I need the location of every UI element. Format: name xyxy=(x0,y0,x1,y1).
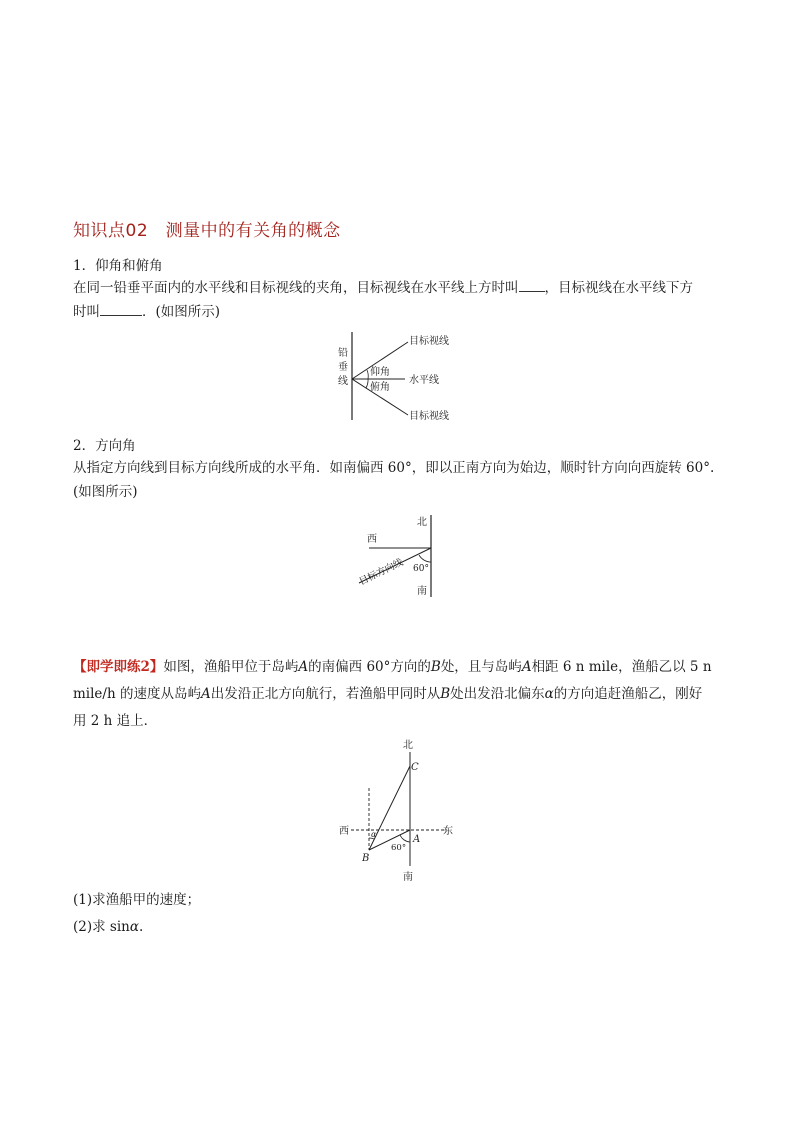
question-2-c: . xyxy=(138,919,144,935)
blank-elevation[interactable] xyxy=(519,277,545,292)
part2-paragraph xyxy=(73,456,729,504)
point-a-text: A xyxy=(298,659,309,675)
section-heading: 知识点02 测量中的有关角的概念 xyxy=(73,221,341,241)
part2-title: 2．方向角 xyxy=(73,438,136,454)
practice-text: 如图，渔船甲位于岛屿 xyxy=(163,659,299,675)
elevation-depression-figure xyxy=(330,330,470,425)
alpha-label: α xyxy=(371,830,377,839)
west-label: 西 xyxy=(367,534,377,545)
part1-title: 1．仰角和俯角 xyxy=(73,258,163,274)
east-label: 东 xyxy=(443,826,453,837)
question-1: (1)求渔船甲的速度； xyxy=(73,892,201,908)
point-c-label: C xyxy=(411,762,419,773)
practice-text: 处，且与岛屿 xyxy=(440,659,522,675)
part2-text-b: (如图所示) xyxy=(73,484,138,500)
elevation-arc xyxy=(367,370,368,379)
north-label: 北 xyxy=(417,517,427,528)
practice-text: mile/h 的速度从岛屿 xyxy=(73,686,201,702)
point-b-label: B xyxy=(362,853,370,864)
alpha-text: α xyxy=(544,686,554,702)
lower-line-label: 目标视线 xyxy=(409,411,449,422)
practice-text: 用 2 h 追上． xyxy=(73,713,158,729)
north-label: 北 xyxy=(403,740,413,751)
depression-label: 俯角 xyxy=(370,382,390,393)
angle-arc xyxy=(419,555,431,562)
depression-arc xyxy=(366,379,368,388)
point-a-text: A xyxy=(521,659,532,675)
practice-problem xyxy=(73,654,729,735)
vertical-label-3: 线 xyxy=(338,376,348,387)
direction-angle-figure xyxy=(355,513,445,603)
upper-line-label: 目标视线 xyxy=(409,336,449,347)
practice-text: 的南偏西 60°方向的 xyxy=(308,659,431,675)
practice-text: 相距 6 n mile，渔船乙以 5 n xyxy=(531,659,712,675)
part1-paragraph xyxy=(73,276,729,324)
question-2-alpha: α xyxy=(129,919,139,935)
question-2-a: (2)求 sin xyxy=(73,919,130,935)
part1-text-c: 时叫 xyxy=(73,304,100,320)
part2-text-a: 从指定方向线到目标方向线所成的水平角．如南偏西 60°，即以正南方向为始边，顺时针方向向西旋转 60°. xyxy=(73,460,715,476)
blank-depression[interactable] xyxy=(100,301,142,316)
point-a-label: A xyxy=(413,834,421,845)
sixty-degree-arc xyxy=(400,835,410,842)
part1-text-a: 在同一铅垂平面内的水平线和目标视线的夹角，目标视线在水平线上方时叫 xyxy=(73,280,519,296)
practice-text: 的方向追赶渔船乙，刚好 xyxy=(553,686,703,702)
ship-problem-figure xyxy=(335,738,460,883)
south-label: 南 xyxy=(403,872,413,883)
part1-text-b: ，目标视线在水平线下方 xyxy=(544,280,693,296)
elevation-label: 仰角 xyxy=(370,367,390,378)
target-line-label: 目标方向线 xyxy=(357,556,406,588)
practice-text: 处出发沿北偏东 xyxy=(450,686,545,702)
part1-text-d: ．(如图所示) xyxy=(142,304,221,320)
point-a-text: A xyxy=(200,686,211,702)
point-b-text: B xyxy=(430,659,441,675)
questions xyxy=(73,887,729,941)
practice-tag: 【即学即练2】 xyxy=(73,659,164,675)
angle-label: 60° xyxy=(413,564,429,574)
practice-text: 出发沿正北方向航行，若渔船甲同时从 xyxy=(210,686,441,702)
sixty-degree-label: 60° xyxy=(391,843,407,853)
west-label: 西 xyxy=(339,826,349,837)
horizontal-label: 水平线 xyxy=(409,375,439,386)
south-label: 南 xyxy=(417,586,427,597)
point-b-text: B xyxy=(440,686,451,702)
vertical-label-2: 垂 xyxy=(338,362,348,373)
vertical-label-1: 铅 xyxy=(338,348,348,359)
